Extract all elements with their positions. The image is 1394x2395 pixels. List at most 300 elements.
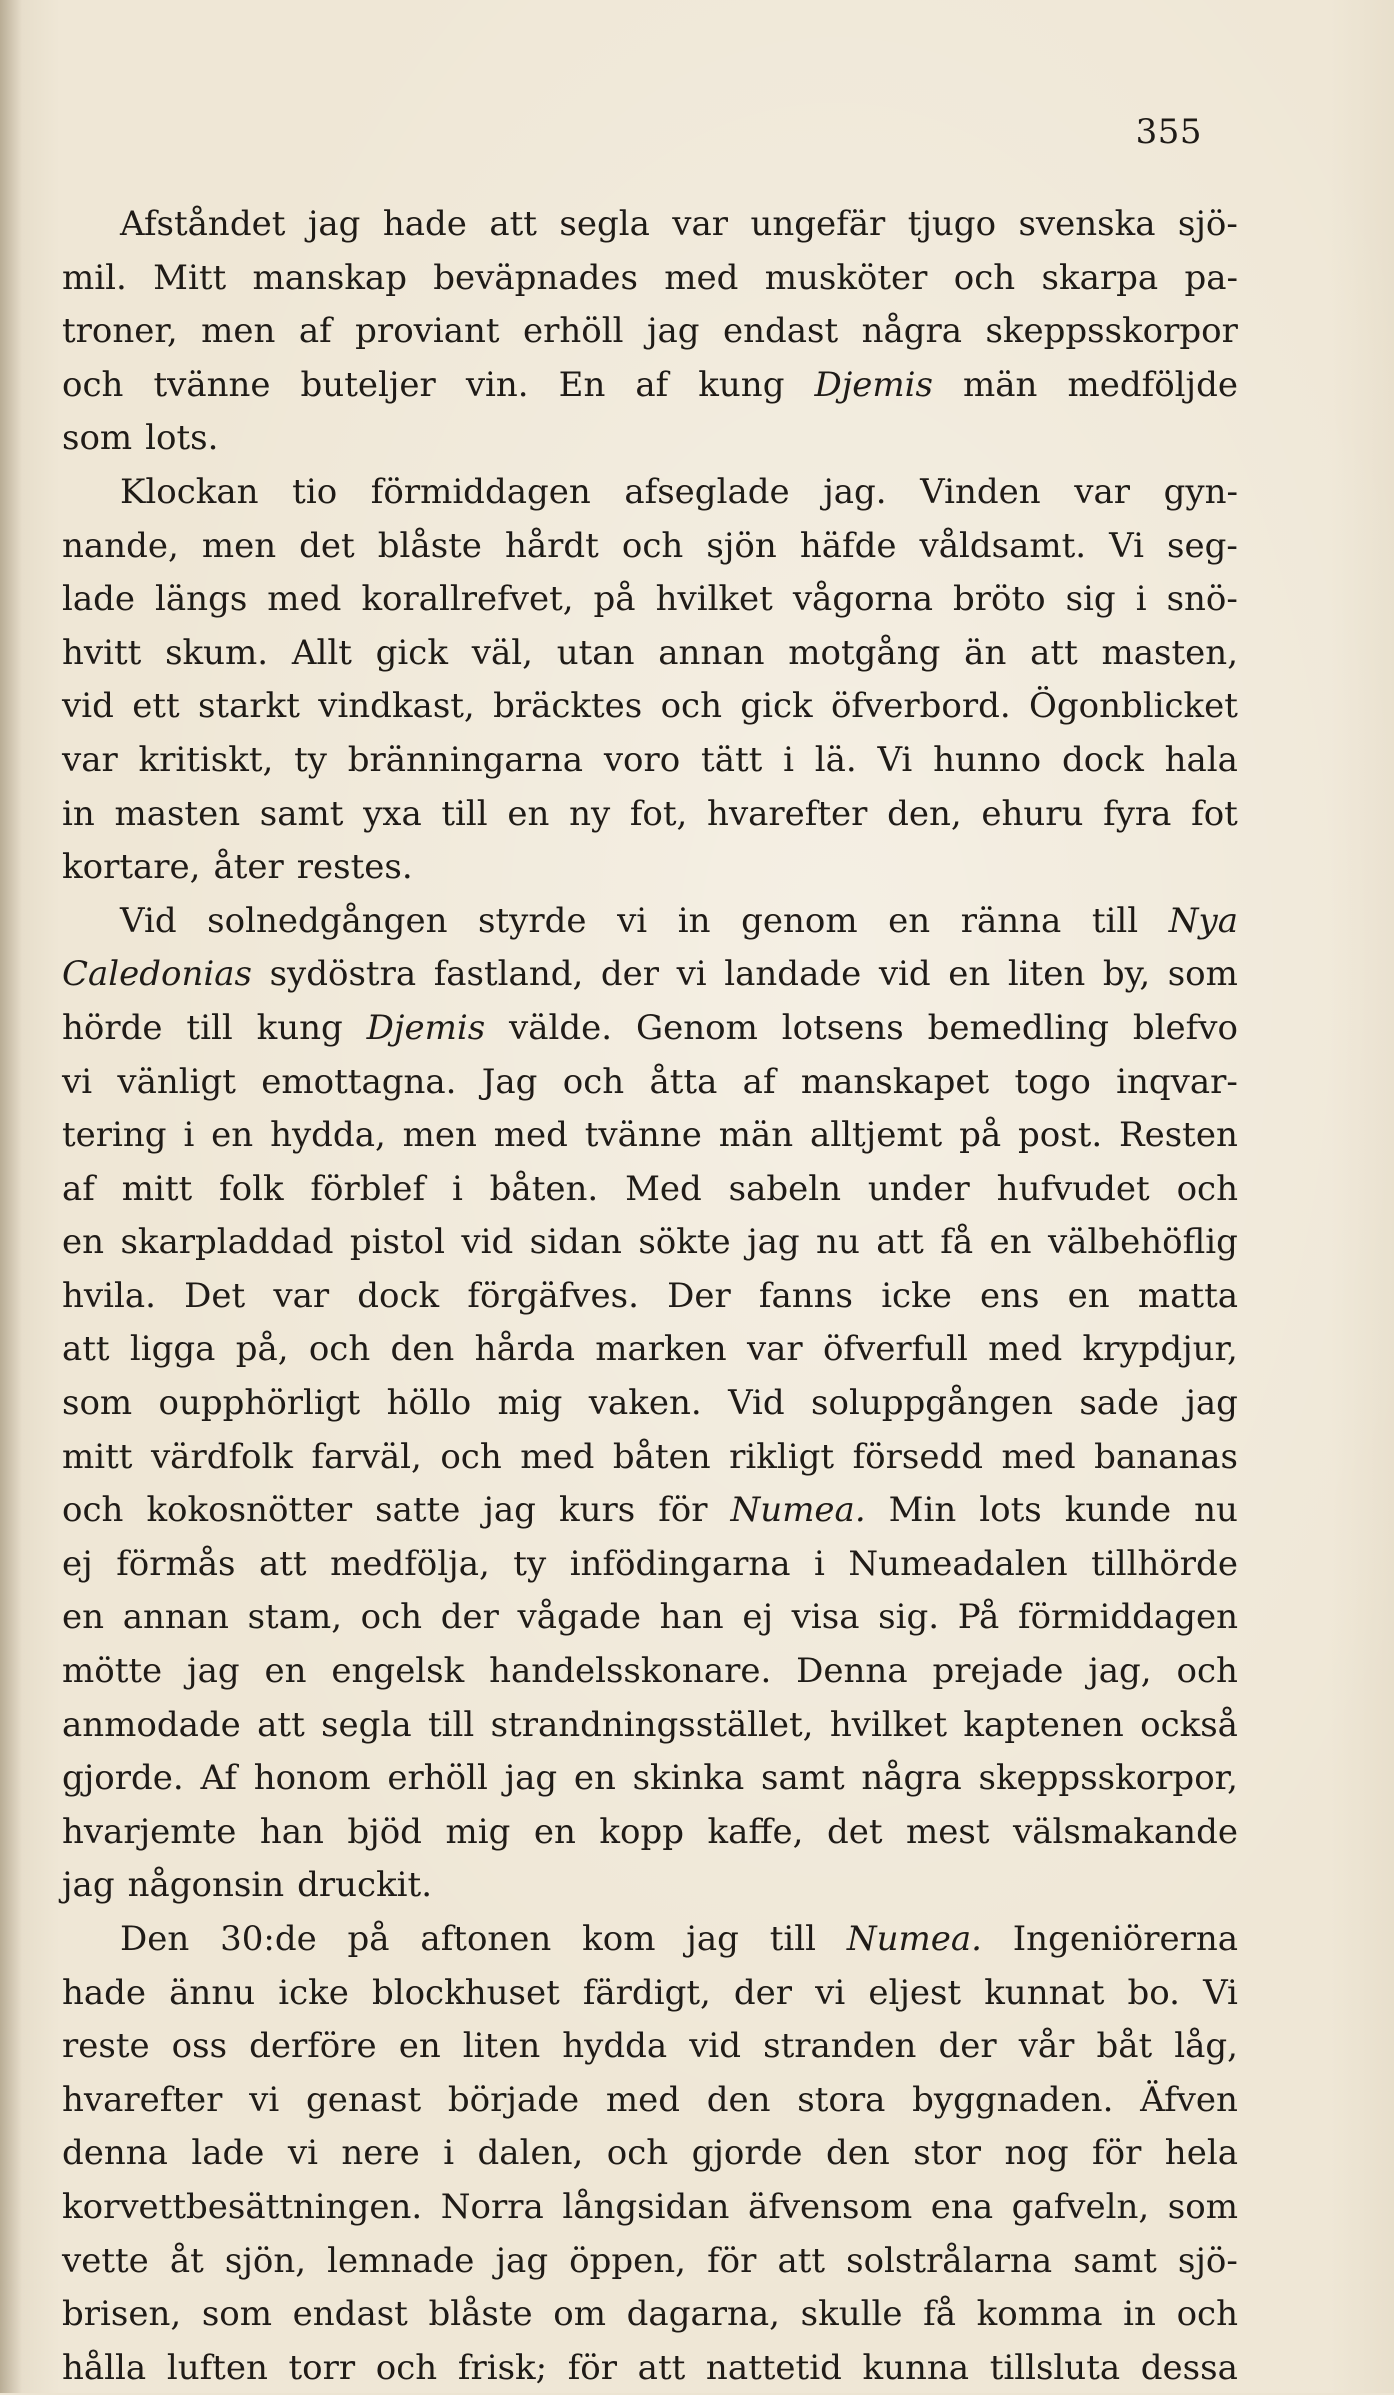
text-line	[62, 841, 1238, 895]
word: lemnade	[327, 2240, 475, 2281]
word: som	[201, 2294, 272, 2335]
word: in	[1123, 2294, 1156, 2335]
word: om	[553, 2294, 607, 2335]
text-line	[62, 305, 1238, 359]
word: Vinden	[920, 471, 1041, 512]
word: yxa	[363, 793, 422, 834]
word: båt	[1096, 2026, 1153, 2067]
word: och	[660, 686, 722, 727]
word: våldsamt.	[919, 525, 1087, 566]
word: jag	[686, 1919, 739, 1959]
word: tillhörde	[1091, 1543, 1238, 1584]
word: i	[814, 1543, 825, 1584]
word: vi	[249, 2079, 280, 2120]
word: Der	[667, 1275, 731, 1316]
word: kunnat	[984, 1972, 1105, 2013]
word: snö-	[1166, 579, 1238, 620]
text-line	[62, 895, 1238, 949]
word: var	[62, 739, 118, 780]
word: satte	[375, 1490, 461, 1531]
word: samt	[259, 793, 344, 834]
word: häfde	[799, 525, 897, 566]
text-line	[62, 2288, 1238, 2342]
word: en	[211, 1115, 254, 1156]
word: erhöll	[387, 1758, 488, 1799]
word: i	[443, 2133, 455, 2174]
word: rikligt	[729, 1436, 835, 1477]
word: Äfven	[1140, 2079, 1238, 2120]
word: var	[1074, 471, 1131, 512]
word: stor	[913, 2133, 982, 2174]
word: ungefär	[750, 204, 886, 244]
word: vi	[287, 2133, 318, 2174]
word: by,	[1102, 954, 1151, 995]
word: Med	[625, 1168, 702, 1209]
word: kurs	[558, 1490, 636, 1531]
word: segla	[321, 1704, 412, 1745]
word: endast	[722, 311, 839, 352]
word: ty	[294, 739, 327, 780]
word: i	[1135, 579, 1147, 620]
word: och	[606, 2133, 669, 2174]
word: stam,	[247, 1597, 343, 1638]
word: pa-	[1184, 257, 1238, 298]
word: till	[1091, 900, 1139, 941]
word: kopp	[599, 1811, 684, 1852]
word: jag	[1185, 1383, 1238, 1424]
word: förmås	[116, 1543, 236, 1584]
word: Norra	[440, 2186, 544, 2227]
text-line	[62, 1967, 1238, 2021]
word: vin.	[465, 364, 529, 405]
word: in	[677, 900, 711, 941]
word: en	[1067, 1275, 1110, 1316]
word: och	[440, 1436, 502, 1477]
word: der	[600, 954, 660, 995]
word: lade	[191, 2133, 265, 2174]
word: farväl,	[311, 1436, 422, 1477]
page-number: 355	[1135, 112, 1202, 152]
word: förmiddagen	[1017, 1597, 1238, 1638]
word: vågade	[517, 1597, 641, 1638]
word: längs	[155, 579, 248, 620]
word: krypdjur,	[1082, 1329, 1238, 1370]
word: endast	[292, 2294, 408, 2335]
word: fastland,	[433, 954, 584, 995]
word: med	[605, 2079, 680, 2120]
word: kritiskt,	[138, 739, 274, 780]
word: mitt	[121, 1168, 193, 1209]
word: vi	[815, 1972, 846, 2013]
word: komma	[976, 2294, 1103, 2335]
word: tvänne	[153, 364, 271, 405]
text-line	[62, 627, 1238, 681]
body-text	[62, 198, 1238, 2395]
word: jag	[504, 1758, 558, 1799]
word: togo	[1014, 1061, 1091, 1102]
text-line	[62, 573, 1238, 627]
word: druckit.	[297, 1865, 433, 1906]
word: med	[520, 1436, 595, 1477]
word: långsidan	[562, 2186, 730, 2227]
word: sökte	[638, 1222, 731, 1263]
word: i	[783, 739, 794, 780]
word: hunno	[933, 739, 1042, 780]
text-line	[62, 412, 1238, 466]
word: en	[573, 1758, 616, 1799]
word: nog	[1004, 2133, 1069, 2174]
word: gick	[375, 632, 448, 673]
word: och	[1176, 1651, 1238, 1692]
word: han	[659, 1597, 724, 1638]
word: Af	[200, 1758, 237, 1799]
page-gutter-shadow	[0, 0, 22, 2393]
word: strandningsstället,	[490, 1704, 814, 1745]
text-line	[62, 466, 1238, 520]
word: Mitt	[153, 257, 227, 298]
word: färdigt,	[582, 1972, 711, 2013]
word: alltjemt	[809, 1115, 943, 1156]
word: vid	[62, 686, 114, 727]
word: dagarna,	[626, 2294, 780, 2335]
word: sig	[1065, 579, 1116, 620]
word: derföre	[249, 2026, 377, 2067]
word: medföljde	[1067, 364, 1238, 405]
word: lade	[62, 579, 136, 620]
word: jag	[495, 2240, 549, 2281]
word: Klockan	[120, 471, 259, 512]
word: jag	[187, 1651, 240, 1692]
word: vindkast,	[318, 686, 475, 727]
word: gafveln,	[1011, 2186, 1150, 2227]
word: blockhuset	[371, 1972, 560, 2013]
word: dock	[1061, 739, 1144, 780]
word: dalen,	[477, 2133, 584, 2174]
word: vi	[676, 954, 707, 995]
word: pistol	[349, 1222, 445, 1263]
text-line	[62, 1270, 1238, 1324]
word: ens	[980, 1275, 1040, 1316]
word: oss	[171, 2026, 228, 2067]
word: styrde	[478, 900, 587, 941]
word: en	[62, 1597, 105, 1638]
word: lotsens	[781, 1007, 904, 1048]
word: stranden	[763, 2026, 917, 2067]
word: proviant	[355, 311, 500, 352]
word: Vid	[120, 900, 177, 941]
word: till	[427, 1704, 475, 1745]
word: sade	[1079, 1383, 1159, 1424]
word: en	[948, 954, 991, 995]
text-line	[62, 1056, 1238, 1110]
text-line	[62, 1859, 1238, 1913]
word: korvettbesättningen.	[62, 2186, 423, 2227]
word: till	[769, 1919, 816, 1959]
word: kung	[256, 1007, 343, 1048]
word: Resten	[1119, 1115, 1238, 1156]
word: hvarefter	[707, 793, 868, 834]
word: Jag	[481, 1061, 538, 1102]
word: välsmakande	[1013, 1811, 1238, 1852]
word: välbehöflig	[1047, 1222, 1238, 1263]
word: starkt	[197, 686, 300, 727]
word: mil.	[62, 257, 127, 298]
word: Djemis	[366, 1007, 486, 1048]
word: oupphörligt	[158, 1383, 361, 1424]
word: hala	[1164, 739, 1238, 780]
text-line	[62, 359, 1238, 413]
word: men	[201, 311, 276, 352]
word: annan	[658, 632, 765, 673]
word: nande,	[62, 525, 179, 566]
word: det	[299, 525, 355, 566]
word: men	[402, 1115, 477, 1156]
text-line	[62, 1538, 1238, 1592]
word: manskapet	[800, 1061, 990, 1102]
word: kung	[698, 364, 785, 405]
word: samt	[761, 1758, 845, 1799]
word: vi	[617, 900, 648, 941]
word: någonsin	[127, 1865, 285, 1906]
word: med	[1001, 1436, 1076, 1477]
word: bananas	[1094, 1436, 1238, 1477]
word: honom	[253, 1758, 371, 1799]
word: dessa	[1140, 2347, 1238, 2388]
word: en	[888, 900, 931, 941]
word: Afståndet	[120, 204, 286, 244]
word: och	[375, 2347, 438, 2388]
word: fot,	[629, 793, 688, 834]
word: Vi	[1109, 525, 1144, 566]
word: segla	[559, 204, 650, 244]
word: och	[1176, 2294, 1238, 2335]
word: åt	[169, 2240, 204, 2281]
word: ny	[569, 793, 611, 834]
word: infödingarna	[569, 1543, 791, 1584]
word: genast	[305, 2079, 422, 2120]
word: att	[1030, 632, 1078, 673]
word: eljest	[868, 1972, 962, 2013]
word: på	[593, 579, 636, 620]
word: skeppsskorpor,	[978, 1758, 1238, 1799]
word: ehuru	[981, 793, 1084, 834]
word: värdfolk	[150, 1436, 293, 1477]
word: matta	[1137, 1275, 1238, 1316]
word: det	[826, 1811, 883, 1852]
word: jag,	[1088, 1651, 1152, 1692]
word: sjön,	[224, 2240, 307, 2281]
text-line	[62, 2020, 1238, 2074]
word: mig	[497, 1383, 563, 1424]
word: nu	[1194, 1490, 1238, 1531]
text-line	[62, 252, 1238, 306]
word: kunna	[862, 2347, 970, 2388]
word: mitt	[62, 1436, 133, 1477]
word: en	[398, 2026, 441, 2067]
word: ej	[742, 1597, 774, 1638]
text-line	[62, 1377, 1238, 1431]
word: tering	[62, 1115, 167, 1156]
word: reste	[62, 2026, 150, 2067]
word: sidan	[529, 1222, 622, 1263]
text-line	[62, 198, 1238, 252]
word: att	[637, 2347, 686, 2388]
word: gjorde	[691, 2133, 803, 2174]
word: motgång	[788, 632, 941, 673]
word: hade	[382, 204, 467, 244]
word: vaken.	[588, 1383, 702, 1424]
word: att	[62, 1329, 110, 1370]
word: som	[62, 1383, 133, 1424]
word: hade	[62, 1972, 147, 2013]
word: gick	[740, 686, 813, 727]
word: handelsskonare.	[489, 1651, 772, 1692]
word: låg,	[1174, 2026, 1238, 2067]
word: luften	[166, 2347, 268, 2388]
word: Min	[888, 1490, 957, 1531]
word: Det	[184, 1275, 246, 1316]
word: skum.	[165, 632, 269, 673]
word: den	[390, 1329, 455, 1370]
word: ränna	[960, 900, 1062, 941]
word: för	[658, 1490, 708, 1531]
word: för	[1092, 2133, 1142, 2174]
word: gyn-	[1163, 471, 1238, 512]
word: män	[718, 1115, 794, 1156]
text-line	[62, 1484, 1238, 1538]
word: hålla	[62, 2347, 147, 2388]
word: blåste	[428, 2294, 533, 2335]
word: frisk;	[457, 2347, 548, 2388]
word: stora	[797, 2079, 886, 2120]
word: manskap	[252, 257, 407, 298]
word: bemedling	[927, 1007, 1109, 1048]
word: var	[746, 1329, 803, 1370]
word: ena	[930, 2186, 994, 2227]
word: och	[308, 1329, 371, 1370]
word: öppen,	[569, 2240, 686, 2281]
word: och	[1176, 1168, 1238, 1209]
word: nu	[816, 1222, 860, 1263]
word: brisen,	[62, 2294, 182, 2335]
word: också	[1140, 1704, 1238, 1745]
word: masten	[114, 793, 241, 834]
word: beväpnades	[433, 257, 638, 298]
word: sjö-	[1177, 204, 1238, 244]
text-line	[62, 1163, 1238, 1217]
word: på,	[235, 1329, 289, 1370]
word: masten,	[1101, 632, 1238, 673]
word: musköter	[764, 257, 928, 298]
word: korallrefvet,	[361, 579, 574, 620]
word: bränningarna	[347, 739, 584, 780]
word: att	[258, 1543, 307, 1584]
word: båten	[612, 1436, 711, 1477]
word: der	[938, 2026, 997, 2067]
word: hvarjemte	[62, 1811, 237, 1852]
word: jag	[483, 1490, 536, 1531]
word: hårdt	[505, 525, 599, 566]
word: hvilket	[655, 579, 773, 620]
word: mig	[445, 1811, 511, 1852]
word: Nya	[1168, 900, 1238, 941]
word: hörde	[62, 1007, 163, 1048]
word: kom	[582, 1919, 656, 1959]
text-line	[62, 1806, 1238, 1860]
word: ty	[513, 1543, 547, 1584]
word: åtta	[649, 1061, 718, 1102]
text-line	[62, 2074, 1238, 2128]
word: mötte	[62, 1651, 163, 1692]
word: der	[733, 1972, 793, 2013]
word: till	[441, 793, 488, 834]
word: solstrålarna	[846, 2240, 1053, 2281]
text-line	[62, 1431, 1238, 1485]
word: kunde	[1064, 1490, 1172, 1531]
word: voro	[603, 739, 681, 780]
word: emottagna.	[261, 1061, 457, 1102]
word: visa	[791, 1597, 860, 1638]
word: vette	[62, 2240, 149, 2281]
word: väl,	[471, 632, 533, 673]
word: ej	[62, 1543, 93, 1584]
word: Vi	[1203, 1972, 1238, 2013]
word: som	[1167, 2186, 1238, 2227]
word: den,	[887, 793, 962, 834]
word: och	[62, 364, 124, 405]
word: genom	[741, 900, 858, 941]
word: landade	[724, 954, 862, 995]
word: bröto	[952, 579, 1046, 620]
word: seg-	[1167, 525, 1238, 566]
word: fyra	[1103, 793, 1172, 834]
word: vår	[1018, 2026, 1075, 2067]
word: annan	[122, 1597, 229, 1638]
text-line	[62, 734, 1238, 788]
word: ännu	[169, 1972, 256, 2013]
word: af	[62, 1168, 95, 1209]
text-line	[62, 520, 1238, 574]
word: icke	[278, 1972, 349, 2013]
word: män	[963, 364, 1038, 405]
word: hvila.	[62, 1275, 156, 1316]
text-line	[62, 1002, 1238, 1056]
word: en	[507, 793, 550, 834]
word: prejade	[932, 1651, 1064, 1692]
word: jag	[747, 1222, 800, 1263]
word: hvitt	[62, 632, 142, 673]
word: Genom	[635, 1007, 758, 1048]
word: en	[264, 1651, 307, 1692]
word: åter	[213, 847, 284, 888]
word: försedd	[852, 1436, 983, 1477]
text-line	[62, 1323, 1238, 1377]
word: för	[567, 2347, 618, 2388]
word: restes.	[296, 847, 413, 888]
word: kortare,	[62, 847, 201, 888]
word: sig.	[878, 1597, 940, 1638]
word: 30:de	[220, 1919, 317, 1959]
text-line	[62, 2342, 1238, 2395]
word: post.	[1017, 1115, 1103, 1156]
word: bo.	[1127, 1972, 1180, 2013]
word: var	[273, 1275, 330, 1316]
word: afseglade	[624, 471, 790, 512]
word: vid	[689, 2026, 742, 2067]
text-line	[62, 2235, 1238, 2289]
word: som	[62, 418, 133, 459]
word: engelsk	[331, 1651, 465, 1692]
